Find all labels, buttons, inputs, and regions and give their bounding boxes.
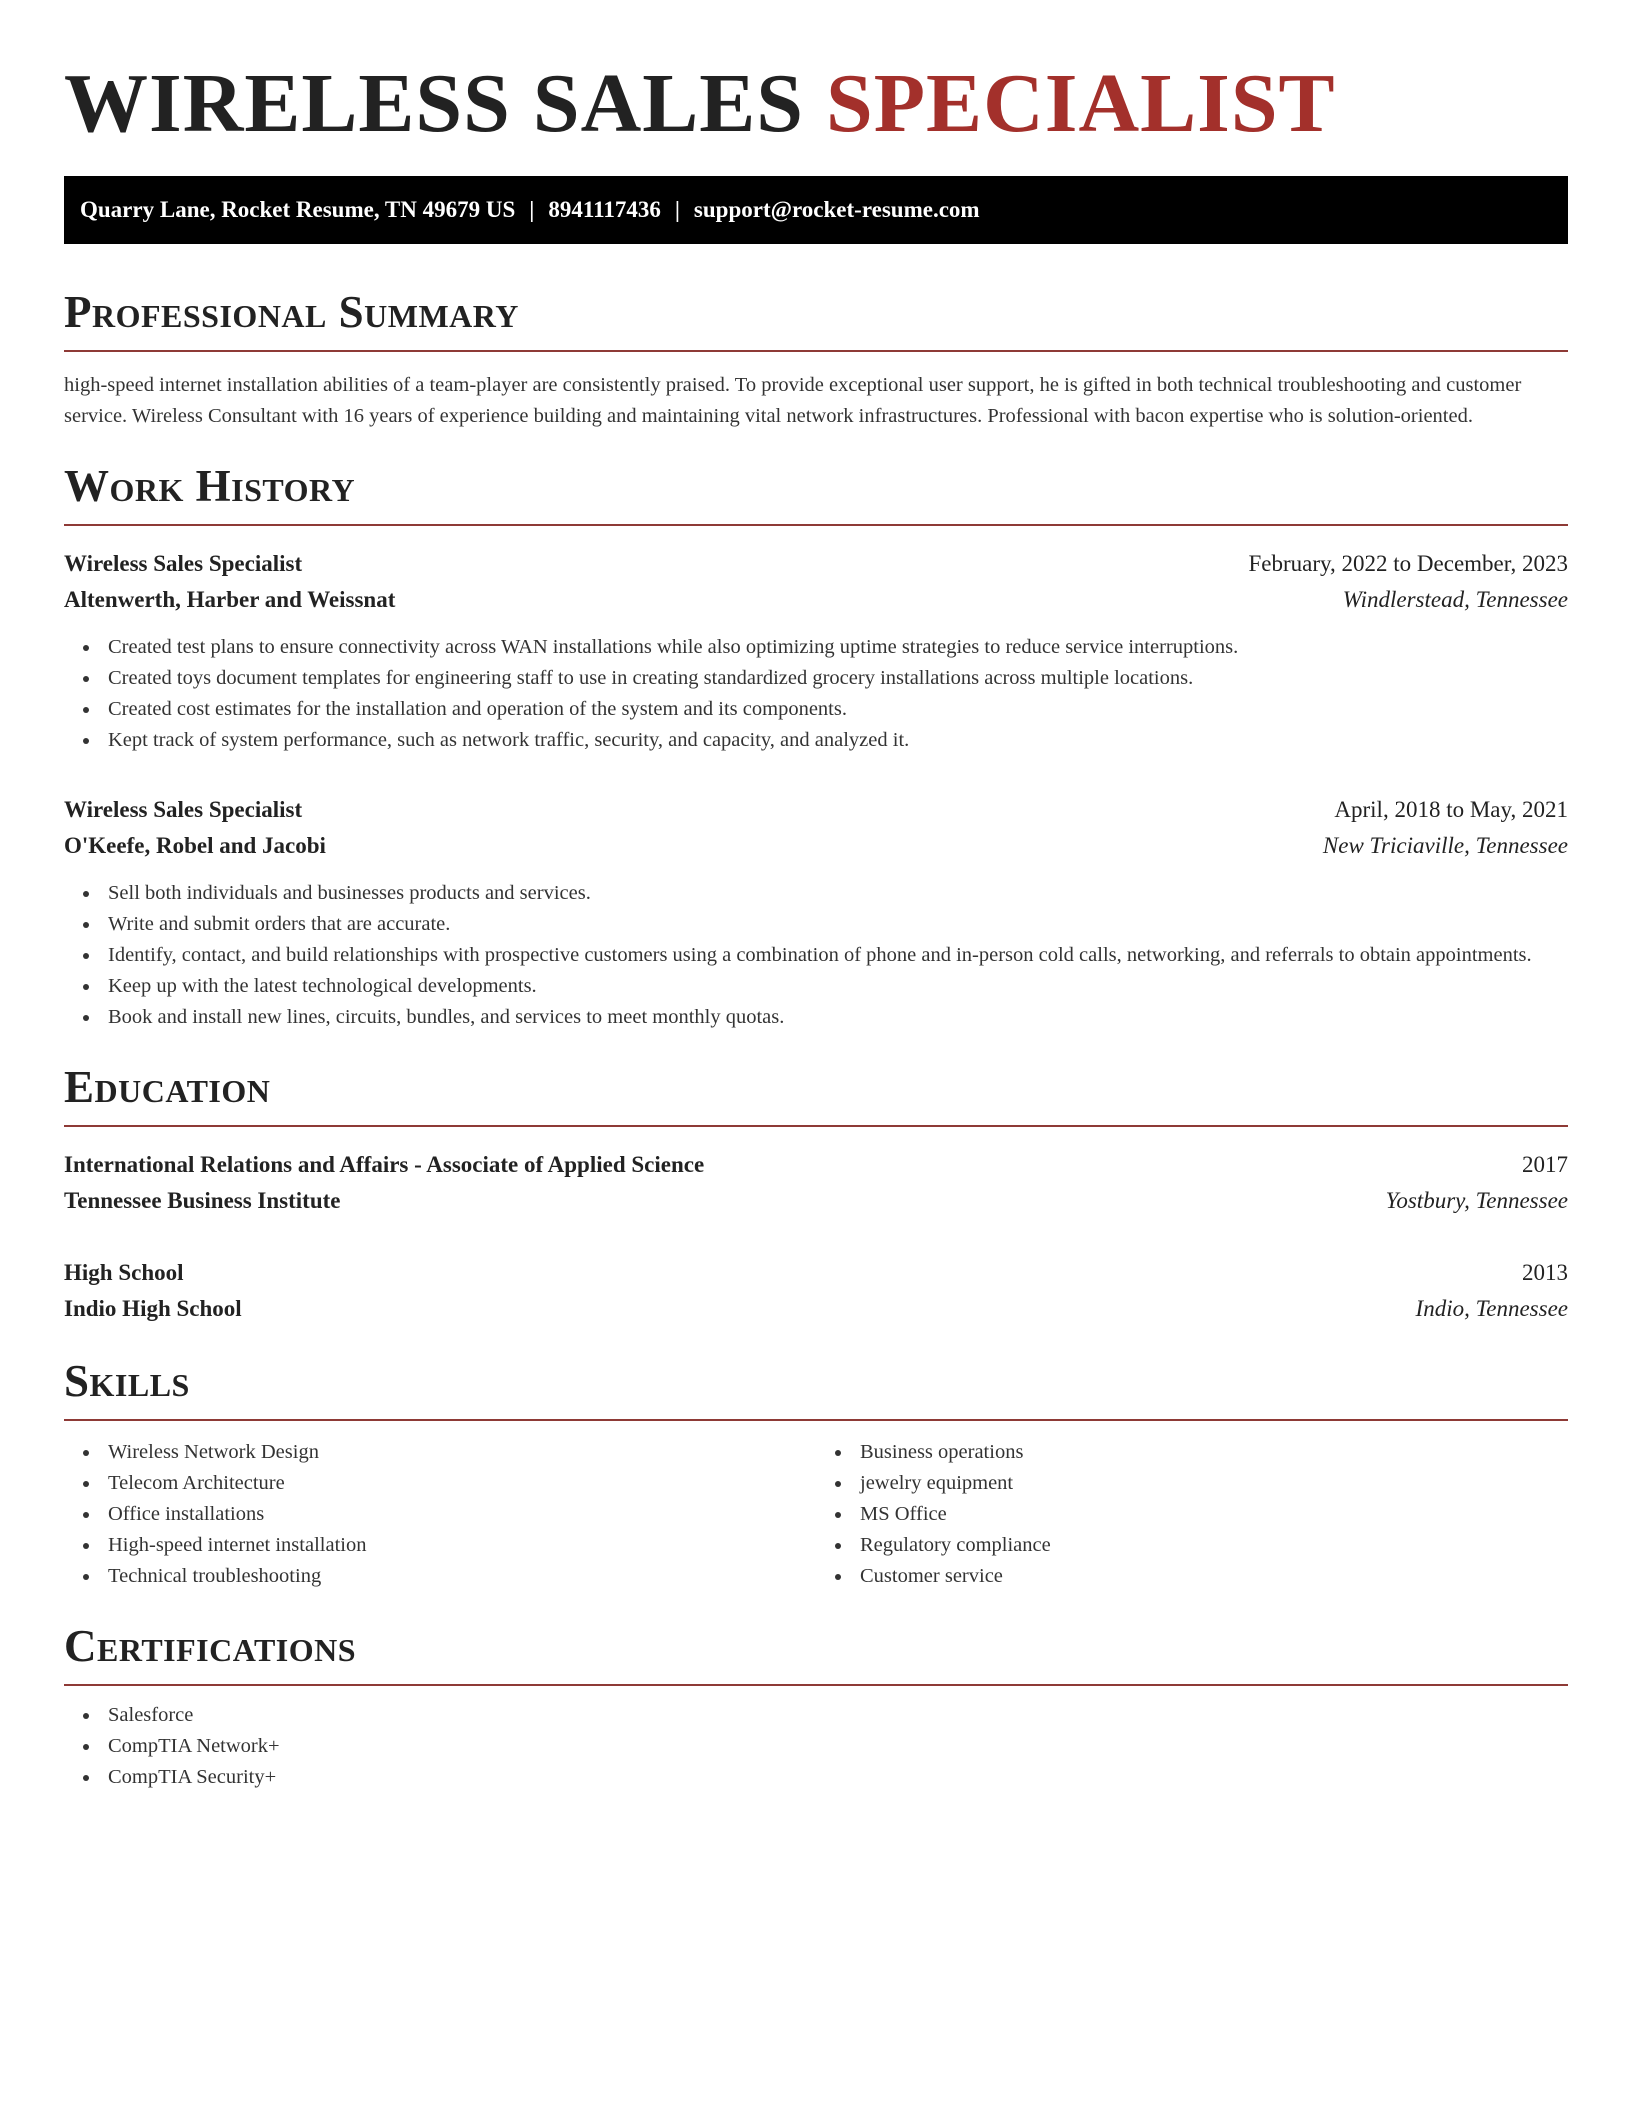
school-row	[64, 1183, 1568, 1219]
degree-year: 2017	[1522, 1152, 1568, 1177]
list-item: Sell both individuals and businesses products and services.	[64, 878, 1568, 909]
job-duties	[64, 878, 1568, 1033]
list-item: Identify, contact, and build relationships with prospective customers using a combination of phone and in-person cold calls, networking, and referrals to obtain appointments.	[64, 940, 1568, 971]
list-item: High-speed internet installation	[64, 1530, 816, 1561]
job-company-row	[64, 582, 1568, 618]
summary-heading: Professional Summary	[64, 288, 1568, 352]
skills-section	[64, 1357, 1568, 1592]
list-item: CompTIA Network+	[64, 1731, 1568, 1762]
list-item: Salesforce	[64, 1700, 1568, 1731]
contact-separator: |	[529, 197, 535, 222]
school-name: Tennessee Business Institute	[64, 1188, 341, 1213]
summary-section	[64, 288, 1568, 432]
job-location: Windlerstead, Tennessee	[1342, 587, 1568, 612]
list-item: Created cost estimates for the installation and operation of the system and its components.	[64, 694, 1568, 725]
job-title: Wireless Sales Specialist	[64, 551, 303, 576]
resume-title	[64, 56, 1568, 152]
job-entry	[64, 546, 1568, 756]
school-name: Indio High School	[64, 1296, 242, 1321]
contact-email: support@rocket-resume.com	[693, 197, 980, 222]
job-title-row	[64, 792, 1568, 828]
job-duties	[64, 632, 1568, 756]
list-item: jewelry equipment	[816, 1468, 1568, 1499]
list-item: Office installations	[64, 1499, 816, 1530]
degree-year: 2013	[1522, 1260, 1568, 1285]
list-item: Created test plans to ensure connectivity across WAN installations while also optimizing uptime strategies to reduce service interruptions.	[64, 632, 1568, 663]
list-item: Regulatory compliance	[816, 1530, 1568, 1561]
certifications-list	[64, 1700, 1568, 1793]
skills-grid	[64, 1437, 1568, 1592]
certifications-heading: Certifications	[64, 1622, 1568, 1686]
summary-text: high-speed internet installation abilities of a team-player are consistently praised. To provide exceptional user support, he is gifted in both technical troubleshooting and customer service. Wireless Consultant with 16 years of experience building and maintaining vital network infrastructures. Professional with bacon expertise who is solution-oriented.	[64, 374, 1522, 427]
contact-address: Quarry Lane, Rocket Resume, TN 49679 US	[80, 197, 516, 222]
list-item: Created toys document templates for engineering staff to use in creating standardized grocery installations across multiple locations.	[64, 663, 1568, 694]
list-item: Keep up with the latest technological developments.	[64, 971, 1568, 1002]
job-entry	[64, 792, 1568, 1033]
degree-name: International Relations and Affairs - Associate of Applied Science	[64, 1152, 705, 1177]
education-entry	[64, 1255, 1568, 1327]
degree-row	[64, 1255, 1568, 1291]
contact-phone: 8941117436	[548, 197, 661, 222]
list-item: MS Office	[816, 1499, 1568, 1530]
list-item: Business operations	[816, 1437, 1568, 1468]
skills-list-left	[64, 1437, 816, 1592]
work-history-heading: Work History	[64, 462, 1568, 526]
list-item: Book and install new lines, circuits, bundles, and services to meet monthly quotas.	[64, 1002, 1568, 1033]
contact-separator: |	[674, 197, 680, 222]
list-item: Wireless Network Design	[64, 1437, 816, 1468]
title-accent: SPECIALIST	[826, 57, 1336, 150]
certifications-section	[64, 1622, 1568, 1793]
list-item: Telecom Architecture	[64, 1468, 816, 1499]
degree-row	[64, 1147, 1568, 1183]
school-location: Yostbury, Tennessee	[1385, 1188, 1568, 1213]
list-item: Kept track of system performance, such as network traffic, security, and capacity, and analyzed it.	[64, 725, 1568, 756]
job-dates: February, 2022 to December, 2023	[1248, 551, 1568, 576]
education-heading: Education	[64, 1063, 1568, 1127]
job-dates: April, 2018 to May, 2021	[1334, 797, 1568, 822]
list-item: CompTIA Security+	[64, 1762, 1568, 1793]
skills-list-right	[816, 1437, 1568, 1592]
title-main: WIRELESS SALES	[64, 57, 805, 150]
job-title: Wireless Sales Specialist	[64, 797, 303, 822]
contact-bar	[64, 176, 1568, 244]
skills-heading: Skills	[64, 1357, 1568, 1421]
list-item: Technical troubleshooting	[64, 1561, 816, 1592]
job-company: O'Keefe, Robel and Jacobi	[64, 833, 326, 858]
school-row	[64, 1291, 1568, 1327]
education-section	[64, 1063, 1568, 1327]
degree-name: High School	[64, 1260, 184, 1285]
school-location: Indio, Tennessee	[1415, 1296, 1568, 1321]
list-item: Write and submit orders that are accurate.	[64, 909, 1568, 940]
work-history-section	[64, 462, 1568, 1033]
education-entry	[64, 1147, 1568, 1219]
job-company-row	[64, 828, 1568, 864]
job-company: Altenwerth, Harber and Weissnat	[64, 587, 396, 612]
job-title-row	[64, 546, 1568, 582]
job-location: New Triciaville, Tennessee	[1322, 833, 1568, 858]
list-item: Customer service	[816, 1561, 1568, 1592]
